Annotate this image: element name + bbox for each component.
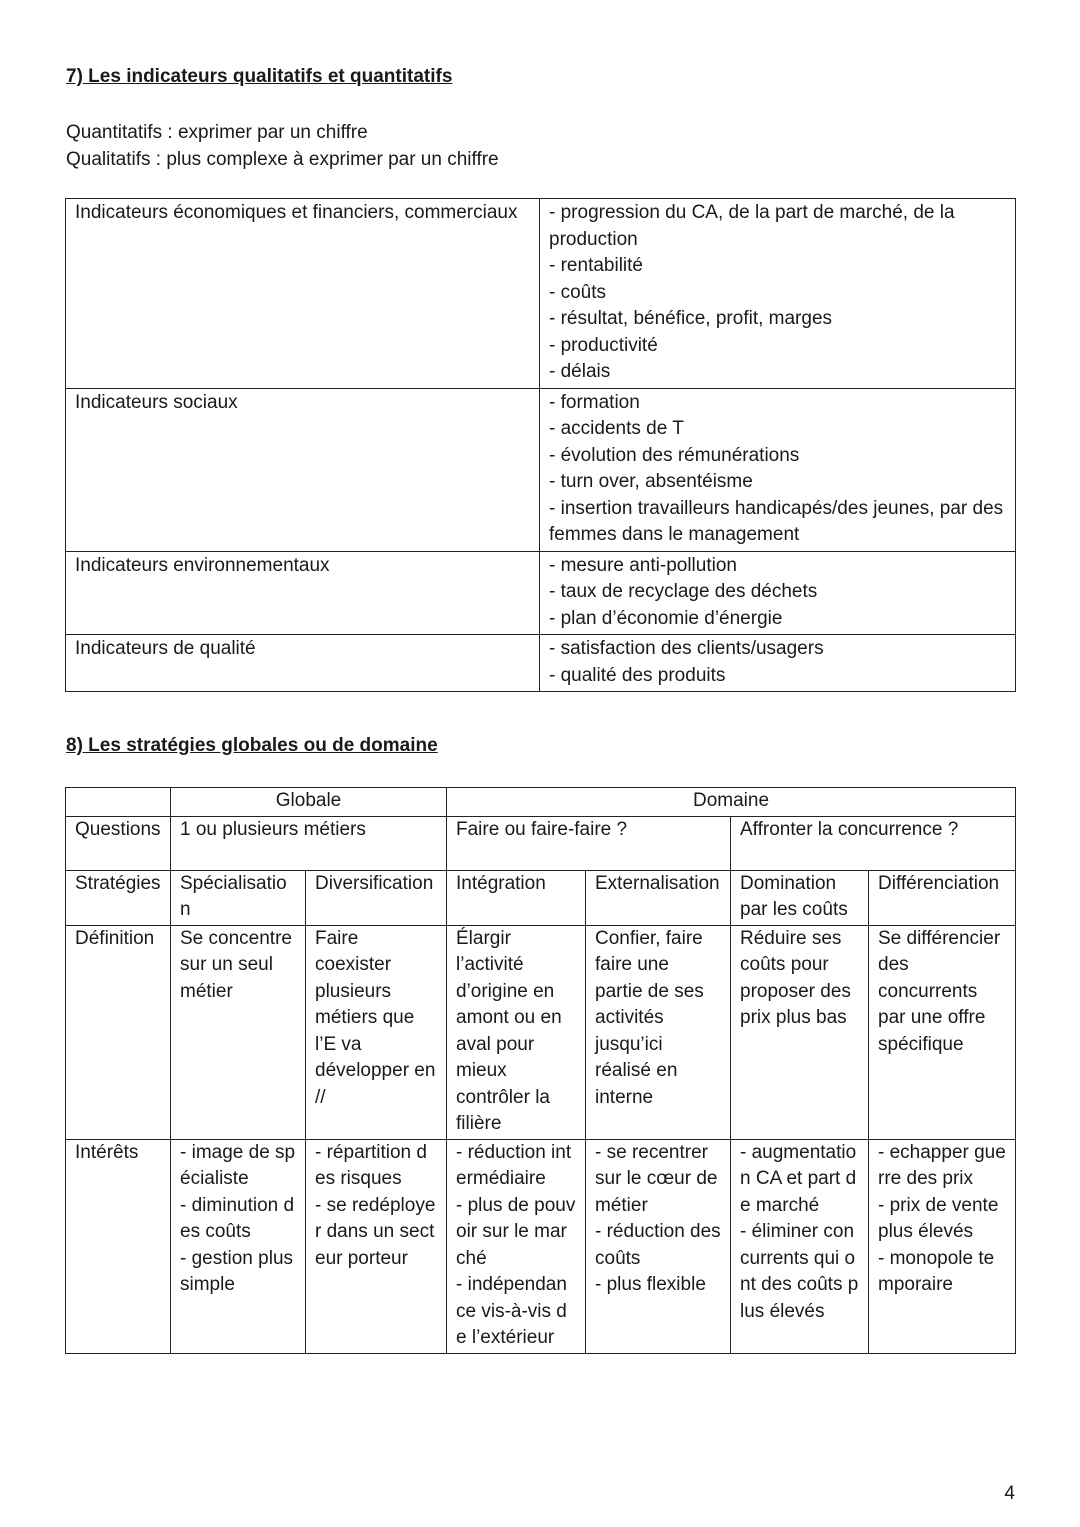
list-item: - réduction intermédiaire [456, 1141, 572, 1189]
indicator-label: Indicateurs sociaux [66, 388, 540, 551]
group-globale: Globale [171, 788, 447, 817]
row-label: Questions [66, 816, 171, 870]
table-row [66, 925, 1016, 1139]
list-item: - formation [549, 391, 640, 413]
list-item: - diminution des coûts [180, 1194, 295, 1242]
definition-cell: Confier, faire faire une partie de ses activités jusqu’ici réalisé en interne [586, 925, 731, 1139]
list-item: - productivité [549, 334, 658, 356]
question-cell: Affronter la concurrence ? [731, 816, 1016, 870]
section-7-title: 7) Les indicateurs qualitatifs et quantitatifs [66, 66, 453, 87]
definition-cell: Se concentre sur un seul métier [171, 925, 306, 1139]
section-8-title: 8) Les stratégies globales ou de domaine [66, 735, 438, 756]
list-item: - prix de vente plus élevés [878, 1194, 999, 1242]
list-item: - image de spécialiste [180, 1141, 296, 1189]
list-item: - répartition des risques [315, 1141, 427, 1189]
table-row [66, 870, 1016, 925]
list-item: - indépendance vis-à-vis de l’extérieur [456, 1274, 567, 1348]
indicator-label: Indicateurs économiques et financiers, commerciaux [66, 199, 540, 389]
list-item: - plus flexible [595, 1274, 706, 1295]
strategy-cell: Différenciation [869, 870, 1016, 925]
interet-cell [731, 1139, 869, 1353]
table-row [66, 388, 1016, 551]
question-cell: Faire ou faire-faire ? [447, 816, 731, 870]
table-row [66, 551, 1016, 635]
indicators-table [65, 198, 1016, 692]
list-item: - plus de pouvoir sur le marché [456, 1194, 576, 1269]
row-label: Définition [66, 925, 171, 1139]
list-item: - echapper guerre des prix [878, 1141, 1006, 1189]
table-row [66, 635, 1016, 692]
list-item: - accidents de T [549, 418, 684, 439]
strategy-cell: Spécialisation [171, 870, 306, 925]
indicator-items [540, 199, 1016, 389]
interet-cell [306, 1139, 447, 1353]
row-label: Intérêts [66, 1139, 171, 1353]
list-item: - satisfaction des clients/usagers [549, 638, 824, 659]
indicator-items [540, 635, 1016, 692]
definition-cell: Élargir l’activité d’origine en amont ou en aval pour mieux contrôler la filière [447, 925, 586, 1139]
list-item: - turn over, absentéisme [549, 471, 753, 492]
list-item: - monopole temporaire [878, 1247, 995, 1295]
indicator-items [540, 551, 1016, 635]
intro-line: Quantitatifs : exprimer par un chiffre [66, 122, 368, 143]
interet-cell [586, 1139, 731, 1353]
interet-cell [171, 1139, 306, 1353]
intro-line: Qualitatifs : plus complexe à exprimer par un chiffre [66, 149, 499, 170]
table-row [66, 788, 1016, 817]
indicator-items [540, 388, 1016, 551]
list-item: - augmentation CA et part de marché [740, 1141, 857, 1216]
list-item: - évolution des rémunérations [549, 444, 800, 466]
section-7-intro [66, 119, 499, 173]
strategy-cell: Externalisation [586, 870, 731, 925]
list-item: - coûts [549, 281, 607, 303]
table-row [66, 816, 1016, 870]
strategies-table [65, 787, 1016, 1354]
list-item: - insertion travailleurs handicapés/des jeunes, par des femmes dans le management [549, 497, 1004, 545]
definition-cell: Faire coexister plusieurs métiers que l’E va développer en // [306, 925, 447, 1139]
table-row [66, 199, 1016, 389]
strategy-cell: Domination par les coûts [731, 870, 869, 925]
list-item: - plan d’économie d’énergie [549, 607, 783, 629]
list-item: - progression du CA, de la part de marché, de la production [549, 202, 955, 250]
strategy-cell: Diversification [306, 870, 447, 925]
list-item: - taux de recyclage des déchets [549, 581, 818, 602]
page-number: 4 [1004, 1483, 1015, 1504]
table-row [66, 1139, 1016, 1353]
list-item: - délais [549, 361, 611, 382]
list-item: - résultat, bénéfice, profit, marges [549, 308, 833, 329]
definition-cell: Réduire ses coûts pour proposer des prix plus bas [731, 925, 869, 1139]
list-item: - éliminer concurrents qui ont des coûts plus élevés [740, 1221, 859, 1322]
list-item: - mesure anti-pollution [549, 554, 737, 576]
list-item: - qualité des produits [549, 664, 726, 686]
definition-cell: Se différencier des concurrents par une offre spécifique [869, 925, 1016, 1139]
list-item: - rentabilité [549, 255, 643, 276]
list-item: - gestion plus simple [180, 1247, 294, 1295]
indicator-label: Indicateurs de qualité [66, 635, 540, 692]
row-label: Stratégies [66, 870, 171, 925]
strategy-cell: Intégration [447, 870, 586, 925]
interet-cell [447, 1139, 586, 1353]
list-item: - se recentrer sur le cœur de métier [595, 1141, 718, 1216]
question-cell: 1 ou plusieurs métiers [171, 816, 447, 870]
list-item: - se redéployer dans un secteur porteur [315, 1194, 436, 1269]
empty-cell [66, 788, 171, 817]
group-domaine: Domaine [447, 788, 1016, 817]
interet-cell [869, 1139, 1016, 1353]
indicator-label: Indicateurs environnementaux [66, 551, 540, 635]
list-item: - réduction des coûts [595, 1221, 721, 1269]
